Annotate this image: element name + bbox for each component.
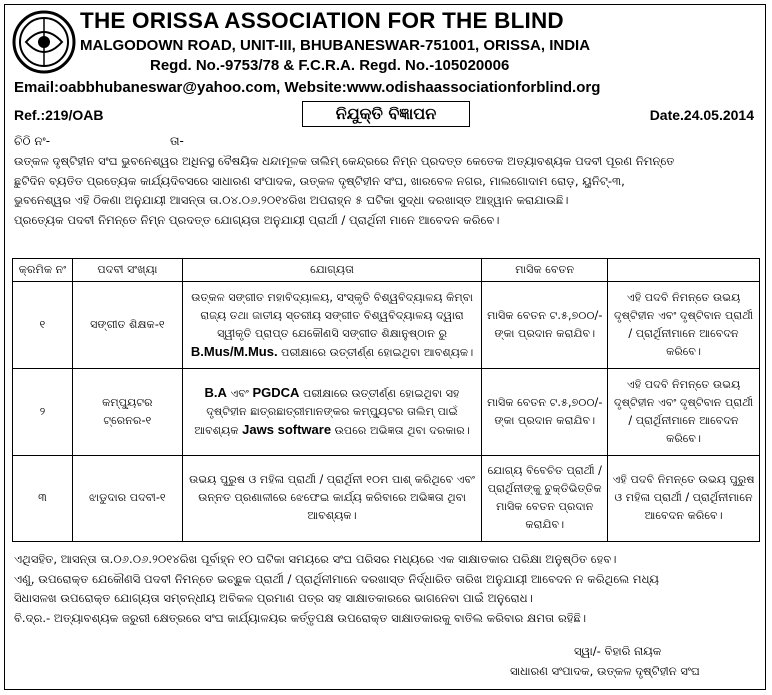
- org-contact: Email:oabbhubaneswar@yahoo.com, Website:www.odishaassociationforblind.org: [14, 79, 601, 96]
- qual-degree: B.Mus/M.Mus.: [190, 343, 278, 359]
- intro-paragraph: [14, 152, 759, 230]
- col-header-note: [608, 259, 760, 282]
- cell-qualification: ଉଭୟ ପୁରୁଷ ଓ ମହିଳା ପ୍ରାର୍ଥୀ / ପ୍ରାର୍ଥିନୀ ୧୦ମ ପାଶ୍ କରିଥିବେ ଏବଂ ଉନ୍ନତ ପ୍ରଣାଳୀରେ ଝେଫେଇ କାର୍ଯ୍ୟ କରିବାରେ ଅଭିଜ୍ଞତା ଥିବା ଆବଶ୍ୟକ।: [182, 455, 482, 541]
- notice-title: ନିଯୁକ୍ତି ବିଜ୍ଞାପନ: [302, 101, 470, 127]
- col-header-serial: କ୍ରମିକ ନଂ: [13, 259, 73, 282]
- cell-serial: ୨: [13, 369, 73, 455]
- cell-salary: ମାସିକ ବେତନ ଟ.୫,୭୦୦/-ଙ୍କା ପ୍ରଦାନ କରାଯିବ।: [482, 369, 608, 455]
- oab-logo: [12, 10, 76, 74]
- vacancy-table: [12, 258, 760, 542]
- cell-salary: ମାସିକ ବେତନ ଟ.୫,୭୦୦/-ଙ୍କା ପ୍ରଦାନ କରାଯିବ।: [482, 282, 608, 369]
- cell-qualification: [182, 282, 482, 369]
- col-header-post: ପଦବୀ ସଂଖ୍ୟା: [72, 259, 182, 282]
- closing-line: ସିଧାସଳଖ ଉପରୋକ୍ତ ଯୋଗ୍ୟତା ସମ୍ବନ୍ଧୀୟ ଅବିକଳ ପ୍ରମାଣ ପତ୍ର ସହ ସାକ୍ଷାତକାରରେ ଭାଗନେବା ପାଇଁ ଅନୁରୋଧ।: [14, 591, 533, 605]
- table-row: [13, 369, 760, 455]
- closing-line: ଏଣୁ, ଉପରୋକ୍ତ ଯେକୌଣସି ପଦବୀ ନିମନ୍ତେ ଇଚ୍ଛୁକ ପ୍ରାର୍ଥୀ / ପ୍ରାର୍ଥିନୀମାନେ ଦରଖାସ୍ତ ନିର୍ଦ୍ଧାରିତ ତାରିଖ ଅନୁଯାୟୀ ଆବେଦନ ନ କରିଥିଲେ ମଧ୍ୟ: [14, 571, 659, 586]
- closing-paragraph: [14, 550, 759, 628]
- notice-date: Date.24.05.2014: [649, 107, 754, 123]
- org-address: MALGODOWN ROAD, UNIT-III, BHUBANESWAR-751001, ORISSA, INDIA: [80, 37, 591, 54]
- qual-diploma: PGDCA: [252, 385, 300, 401]
- cell-salary: ଯୋଗ୍ୟ ବିବେଚିତ ପ୍ରାର୍ଥୀ / ପ୍ରାର୍ଥିନୀଙ୍କୁ ଚୁକ୍ତିଭିତ୍ତିକ ମାସିକ ବେତନ ପ୍ରଦାନ କରାଯିବ।: [482, 455, 608, 541]
- cell-post: ସଙ୍ଗୀତ ଶିକ୍ଷକ-୧: [72, 282, 182, 369]
- cell-serial: ୩: [13, 455, 73, 541]
- col-header-salary: ମାସିକ ବେତନ: [482, 259, 608, 282]
- signatory-designation: ସାଧାରଣ ସଂପାଦକ, ଉତ୍କଳ ଦୃଷ୍ଟିହୀନ ସଂଘ: [510, 664, 700, 678]
- intro-line: ଉତ୍କଳ ଦୃଷ୍ଟିହୀନ ସଂଘ ଭୁବନେଶ୍ୱର ଅଧିନସ୍ଥ ବୈଷୟିକ ଧନ୍ଦାମୂଳକ ତାଲିମ୍ କେନ୍ଦ୍ରରେ ନିମ୍ନ ପ୍ରଦତ୍ତ କେତେକ ଅତ୍ୟାବଶ୍ୟକ ପଦବୀ ପୂରଣ ନିମନ୍ତେ: [14, 154, 675, 168]
- qual-software: Jaws software: [242, 422, 332, 438]
- letter-date-label: ତା-: [170, 134, 184, 148]
- intro-line: ଭୁବନେଶ୍ୱର ଏହି ଠିକଣା ଅନୁଯାୟୀ ଆସନ୍ତା ତା.୦୪.୦୬.୨୦୧୪ରିଖ ଅପରାହ୍ନ ୫ ଘଟିକା ସୁଦ୍ଧା ଦରଖାସ୍ତ ଆହ୍ୱାନ କରାଯାଉଛି।: [14, 193, 569, 207]
- qual-text: ଏବଂ: [230, 387, 249, 401]
- table-row: [13, 282, 760, 369]
- cell-post: କମ୍ପ୍ୟୁଟର ଟ୍ରେନର-୧: [72, 369, 182, 455]
- signatory-name: ସ୍ୱା/- ବିହାରି ନାୟକ: [574, 644, 662, 658]
- cell-note: ଏହି ପଦବି ନିମନ୍ତେ ଉଭୟ ଦୃଷ୍ଟିହୀନ ଏବଂ ଦୃଷ୍ଟିବାନ ପ୍ରାର୍ଥୀ / ପ୍ରାର୍ଥିନୀମାନେ ଆବେଦନ କରିବେ।: [608, 369, 760, 455]
- cell-post: ଝାଡୁଦାର ପଦବୀ-୧: [72, 455, 182, 541]
- table-header-row: [13, 259, 760, 282]
- qual-degree: B.A: [204, 385, 227, 401]
- cell-note: ଏହି ପଦବି ନିମନ୍ତେ ଉଭୟ ପୁରୁଷ ଓ ମହିଳା ପ୍ରାର୍ଥୀ / ପ୍ରାର୍ଥିନୀମାନେ ଆବେଦନ କରିବେ।: [608, 455, 760, 541]
- reference-number: Ref.:219/OAB: [14, 107, 104, 123]
- closing-line: ଏଥିସହିତ, ଆସନ୍ତା ତା.୦୬.୦୬.୨୦୧୪ରିଖ ପୂର୍ବାହ୍ନ ୧୦ ଘଟିକା ସମୟରେ ସଂଘ ପରିସର ମଧ୍ୟରେ ଏକ ସାକ୍ଷାତକାର ପରିକ୍ଷା ଅନୁଷ୍ଠିତ ହେବ।: [14, 552, 617, 566]
- org-name: THE ORISSA ASSOCIATION FOR THE BLIND: [80, 8, 564, 33]
- qual-text: ପରୀକ୍ଷାରେ ଉତ୍ତୀର୍ଣ୍ଣ ହୋଇଥିବା ସହ ଦୃଷ୍ଟିହୀନ ଛାତ୍ରଛାତ୍ରୀମାନଙ୍କର କମ୍ପ୍ୟୁଟର ତାଲିମ୍ ପାଇଁ ଆବଶ୍ୟକ: [194, 387, 460, 438]
- qual-text: ଉତ୍କଳ ସଙ୍ଗୀତ ମହାବିଦ୍ୟାଳୟ, ସଂସ୍କୃତି ବିଶ୍ୱବିଦ୍ୟାଳୟ କିମ୍ବା ରାଜ୍ୟ ତଥା ଜାତୀୟ ସ୍ତରୀୟ ସଙ୍ଗୀତ ବିଶ୍ୱବିଦ୍ୟାଳୟ ଦ୍ୱାରା ସ୍ୱୀକୃତି ପ୍ରାପ୍ତ ଯେକୌଣସି ସଙ୍ଗୀତ ଶିକ୍ଷାନୁଷ୍ଠାନ ରୁ: [191, 290, 473, 340]
- qual-text-end: ପରୀକ୍ଷାରେ ଉତ୍ତୀର୍ଣ୍ଣ ହୋଇଥିବା ଆବଶ୍ୟକ।: [281, 345, 474, 359]
- qual-text-end: ଉପରେ ଅଭିଜ୍ଞତା ଥିବା ଦରକାର।: [334, 424, 470, 438]
- org-registration: Regd. No.-9753/78 & F.C.R.A. Regd. No.-105020006: [150, 57, 510, 74]
- intro-line: ଛୁଟିଦିନ ବ୍ୟତିତ ପ୍ରତ୍ୟେକ କାର୍ଯ୍ୟଦିବସରେ ସାଧାରଣ ସଂପାଦକ, ଉତ୍କଳ ଦୃଷ୍ଟିହୀନ ସଂଘ, ଖାରବେଳ ନଗର, ମାଲଗୋଦାମ ରୋଡ଼, ୟୁନିଟ୍-୩,: [14, 173, 625, 188]
- closing-line: ବି.ଦ୍ର.- ଅତ୍ୟାବଶ୍ୟକ ଜରୁରୀ କ୍ଷେତ୍ରରେ ସଂଘ କାର୍ଯ୍ୟାଳୟର କର୍ତ୍ତୃପକ୍ଷ ଉପରୋକ୍ତ ସାକ୍ଷାତକାରକୁ ବାତିଲ କରିବାର କ୍ଷମତା ରହିଛି।: [14, 610, 587, 625]
- cell-qualification: [182, 369, 482, 455]
- table-row: [13, 455, 760, 541]
- col-header-qualification: ଯୋଗ୍ୟତା: [182, 259, 482, 282]
- cell-note: ଏହି ପଦବି ନିମନ୍ତେ ଉଭୟ ଦୃଷ୍ଟିହୀନ ଏବଂ ଦୃଷ୍ଟିବାନ ପ୍ରାର୍ଥୀ / ପ୍ରାର୍ଥିନୀମାନେ ଆବେଦନ କରିବେ।: [608, 282, 760, 369]
- intro-line: ପ୍ରତ୍ୟେକ ପଦବୀ ନିମନ୍ତେ ନିମ୍ନ ପ୍ରଦତ୍ତ ଯୋଗ୍ୟତା ଅନୁଯାୟୀ ପ୍ରାର୍ଥୀ / ପ୍ରାର୍ଥିନୀ ମାନେ ଆବେଦନ କରିବେ।: [14, 212, 500, 227]
- cell-serial: ୧: [13, 282, 73, 369]
- letter-number-label: ଚିଠି ନଂ-: [14, 134, 51, 148]
